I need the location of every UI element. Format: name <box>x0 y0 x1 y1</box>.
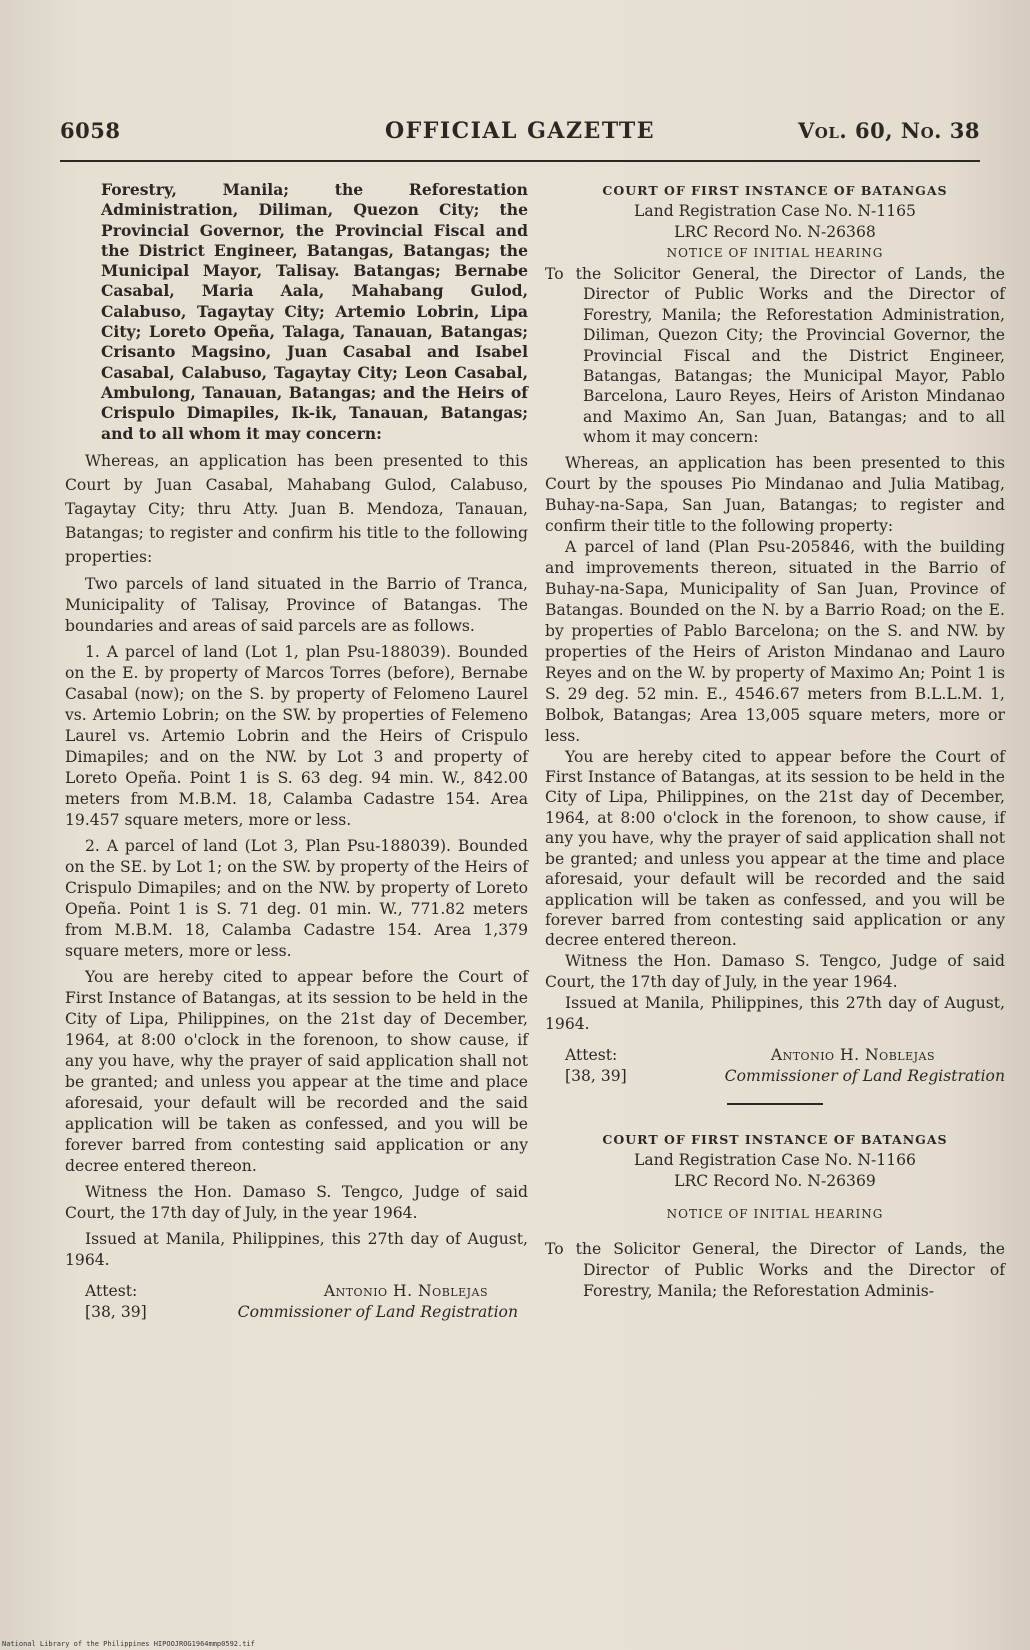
witness-paragraph-1: Witness the Hon. Damaso S. Tengco, Judge of said Court, the 17th day of July, in the year 1964. <box>545 951 1005 991</box>
signatory-title: Commissioner of Land Registration <box>237 1302 518 1321</box>
issue-reference-1: [38, 39] <box>565 1066 627 1085</box>
addressees-continued: Forestry, Manila; the Reforestation Administration, Diliman, Quezon City; the Provincial Governor, the Provincial Fiscal and the District Engineer, Batangas, Batangas; the Municipal Mayor, Talisay. Batangas; Bernabe Casabal, Maria Aala, Mahabang Gulod, Calabuso, Tagaytay City; Artemio Lobrin, Lipa City; Loreto Opeña, Talaga, Tanauan, Batangas; Crisanto Magsino, Juan Casabal and Isabel Casabal, Calabuso, Tagaytay City; Leon Casabal, Ambulong, Tanauan, Batangas; and the Heirs of Crispulo Dimapiles, Ik-ik, Tanauan, Batangas; and to all whom it may concern: <box>101 180 528 443</box>
witness-paragraph: Witness the Hon. Damaso S. Tengco, Judge of said Court, the 17th day of July, in the year 1964. <box>65 1182 528 1222</box>
court-heading-2: COURT OF FIRST INSTANCE OF BATANGAS <box>602 1131 948 1147</box>
parcel-1-description: 1. A parcel of land (Lot 1, plan Psu-188039). Bounded on the E. by property of Marcos Torres (before), Bernabe Casabal (now); on the S. by property of Felomeno Laurel vs. Artemio Lobrin; on the SW. by properties of Felemeno Laurel vs. Artemio Lobrin and the Heirs of Crispulo Dimapiles; and on the NW. by Lot 3 and property of Loreto Opeña. Point 1 is S. 63 deg. 94 min. W., 842.00 meters from M.B.M. 18, Calamba Cadastre 154. Area 19.457 square meters, more or less. <box>65 642 528 829</box>
section-divider <box>727 1103 823 1105</box>
right-column <box>545 180 1005 1302</box>
whereas-paragraph-1: Whereas, an application has been presented to this Court by the spouses Pio Mindanao and Julia Matibag, Buhay-na-Sapa, San Juan, Batangas; to register and confirm their title to the following property: <box>545 453 1005 535</box>
scan-credit: National Library of the Philippines HIPOOJROG1964mmp0592.tif <box>2 1640 255 1648</box>
attest-block-1 <box>545 1045 1005 1066</box>
addressees-1: To the Solicitor General, the Director of Lands, the Director of Public Works and the Director of Forestry, Manila; the Reforestation Administration, Diliman, Quezon City; the Provincial Governor, the Provincial Fiscal and the District Engineer, Batangas, Batangas; the Municipal Mayor, Pablo Barcelona, Lauro Reyes, Heirs of Ariston Mindanao and Maximo An, San Juan, Batangas; and to all whom it may concern: <box>545 265 1005 447</box>
citation-paragraph-1: You are hereby cited to appear before the Court of First Instance of Batangas, at its session to be held in the City of Lipa, Philippines, on the 21st day of December, 1964, at 8:00 o'clock in the forenoon, to show cause, if any you have, why the prayer of said application shall not be granted; and unless you appear at the time and place aforesaid, your default will be recorded and the said application will be taken as confessed, and you will be forever barred from contesting said application or any decree entered thereon. <box>545 747 1005 950</box>
attest-block <box>65 1281 528 1302</box>
signatory-title-1: Commissioner of Land Registration <box>724 1066 1005 1085</box>
parcel-2-description: 2. A parcel of land (Lot 3, Plan Psu-188039). Bounded on the SE. by Lot 1; on the SW. by property of the Heirs of Crispulo Dimapiles; and on the NW. by property of Loreto Opeña. Point 1 is S. 71 deg. 01 min. W., 771.82 meters from M.B.M. 18, Calamba Cadastre 154. Area 1,379 square meters, more or less. <box>65 836 528 960</box>
header-rule <box>60 160 980 162</box>
case-number-1: Land Registration Case No. N-1165 <box>634 202 916 220</box>
issued-paragraph: Issued at Manila, Philippines, this 27th day of August, 1964. <box>65 1229 528 1269</box>
case-number-2: Land Registration Case No. N-1166 <box>634 1150 916 1169</box>
citation-paragraph: You are hereby cited to appear before the Court of First Instance of Batangas, at its session to be held in the City of Lipa, Philippines, on the 21st day of December, 1964, at 8:00 o'clock in the forenoon, to show cause, if any you have, why the prayer of said application shall not be granted; and unless you appear at the time and place aforesaid, your default will be recorded and the said application will be taken as confessed, and you will be forever barred from contesting said application or any decree entered thereon. <box>65 967 528 1175</box>
attest-label-1: Attest: <box>565 1045 618 1064</box>
court-heading-1: COURT OF FIRST INSTANCE OF BATANGAS <box>602 183 948 198</box>
attest-signature-line <box>65 1302 528 1323</box>
notice-title-1: NOTICE OF INITIAL HEARING <box>666 246 884 260</box>
volume-number: Vol. 60, No. 38 <box>798 118 980 143</box>
issued-paragraph-1: Issued at Manila, Philippines, this 27th day of August, 1964. <box>545 993 1005 1033</box>
notice-title-2: NOTICE OF INITIAL HEARING <box>666 1206 884 1221</box>
attest-signature-line-1 <box>545 1066 1005 1087</box>
publication-title: OFFICIAL GAZETTE <box>384 118 656 144</box>
signatory-name: Antonio H. Noblejas <box>323 1281 488 1300</box>
parcel-description-1: A parcel of land (Plan Psu-205846, with the building and improvements thereon, situated in the Barrio of Buhay-na-Sapa, Municipality of San Juan, Province of Batangas. Bounded on the N. by a Barrio Road; on the E. by properties of Pablo Barcelona; on the S. and NW. by properties of the Heirs of Ariston Mindanao and Lauro Reyes and on the W. by property of Maximo An; Point 1 is S. 29 deg. 52 min. E., 4546.67 meters from B.L.L.M. 1, Bolbok, Batangas; Area 13,005 square meters, more or less. <box>545 537 1005 745</box>
signatory-name-1: Antonio H. Noblejas <box>770 1045 935 1064</box>
lrc-record-2: LRC Record No. N-26369 <box>674 1171 876 1190</box>
attest-label: Attest: <box>85 1281 138 1300</box>
lrc-record-1: LRC Record No. N-26368 <box>674 223 876 241</box>
page-header <box>60 118 980 148</box>
parcels-intro: Two parcels of land situated in the Barrio of Tranca, Municipality of Talisay, Province of Batangas. The boundaries and areas of said parcels are as follows. <box>65 574 528 635</box>
whereas-paragraph: Whereas, an application has been presented to this Court by Juan Casabal, Mahabang Gulod, Calabuso, Tagaytay City; thru Atty. Juan B. Mendoza, Tanauan, Batangas; to register and confirm his title to the following properties: <box>65 451 528 566</box>
page-number: 6058 <box>60 118 121 143</box>
left-column <box>65 180 528 1323</box>
addressees-2: To the Solicitor General, the Director of Lands, the Director of Public Works and the Director of Forestry, Manila; the Reforestation Adminis- <box>545 1239 1005 1300</box>
issue-reference: [38, 39] <box>85 1302 147 1321</box>
